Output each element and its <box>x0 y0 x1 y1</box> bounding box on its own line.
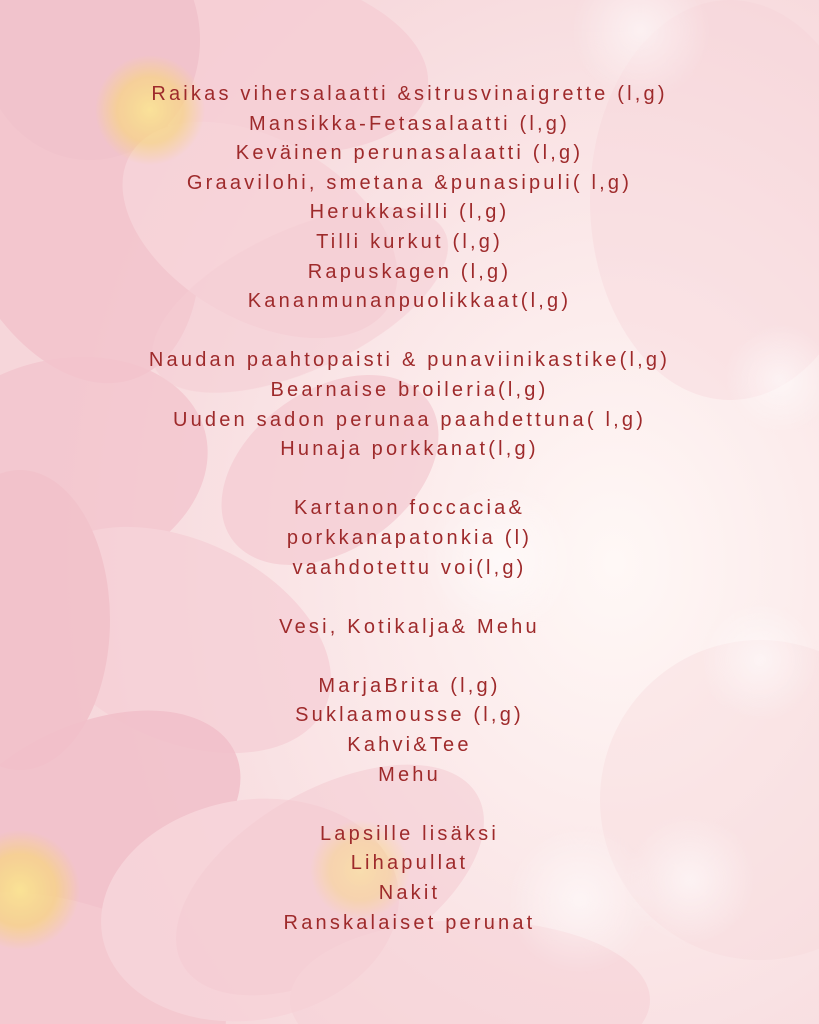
menu-item: Uuden sadon perunaa paahdettuna( l,g) <box>172 408 647 431</box>
menu-item: Rapuskagen (l,g) <box>307 260 512 283</box>
menu-item: porkkanapatonkia (l) <box>286 526 533 549</box>
menu-item: Lapsille lisäksi <box>319 822 500 845</box>
menu-section <box>0 820 819 938</box>
menu-item: Mansikka-Fetasalaatti (l,g) <box>249 112 570 135</box>
menu-item: Kahvi&Tee <box>347 734 472 757</box>
menu-section <box>0 613 819 643</box>
menu-item: Kartanon foccacia& <box>293 497 526 520</box>
menu-item: Tilli kurkut (l,g) <box>316 230 503 253</box>
menu-item: MarjaBrita (l,g) <box>318 674 501 697</box>
menu-item: vaahdotettu voi(l,g) <box>292 556 527 579</box>
menu-item: Ranskalaiset perunat <box>283 911 536 934</box>
menu-item: Graavilohi, smetana &punasipuli( l,g) <box>186 171 633 194</box>
menu-section <box>0 346 819 464</box>
menu-section <box>0 672 819 790</box>
menu-item: Lihapullat <box>350 852 469 875</box>
menu-section <box>0 80 819 317</box>
menu-item: Keväinen perunasalaatti (l,g) <box>235 142 584 165</box>
menu-item: Kananmunanpuolikkaat(l,g) <box>247 290 572 313</box>
menu-item: Raikas vihersalaatti &sitrusvinaigrette (l,g) <box>151 83 668 105</box>
menu-item: Suklaamousse (l,g) <box>295 704 524 727</box>
menu-item: Mehu <box>378 763 441 786</box>
menu-item: Nakit <box>378 882 441 905</box>
menu-text <box>0 80 819 968</box>
menu-item: Hunaja porkkanat(l,g) <box>280 438 539 461</box>
menu-item: Vesi, Kotikalja& Mehu <box>279 615 540 638</box>
menu-item: Herukkasilli (l,g) <box>309 201 510 224</box>
menu-item: Naudan paahtopaisti & punaviinikastike(l,g) <box>148 349 671 372</box>
menu-section <box>0 494 819 583</box>
menu-item: Bearnaise broileria(l,g) <box>270 378 549 401</box>
